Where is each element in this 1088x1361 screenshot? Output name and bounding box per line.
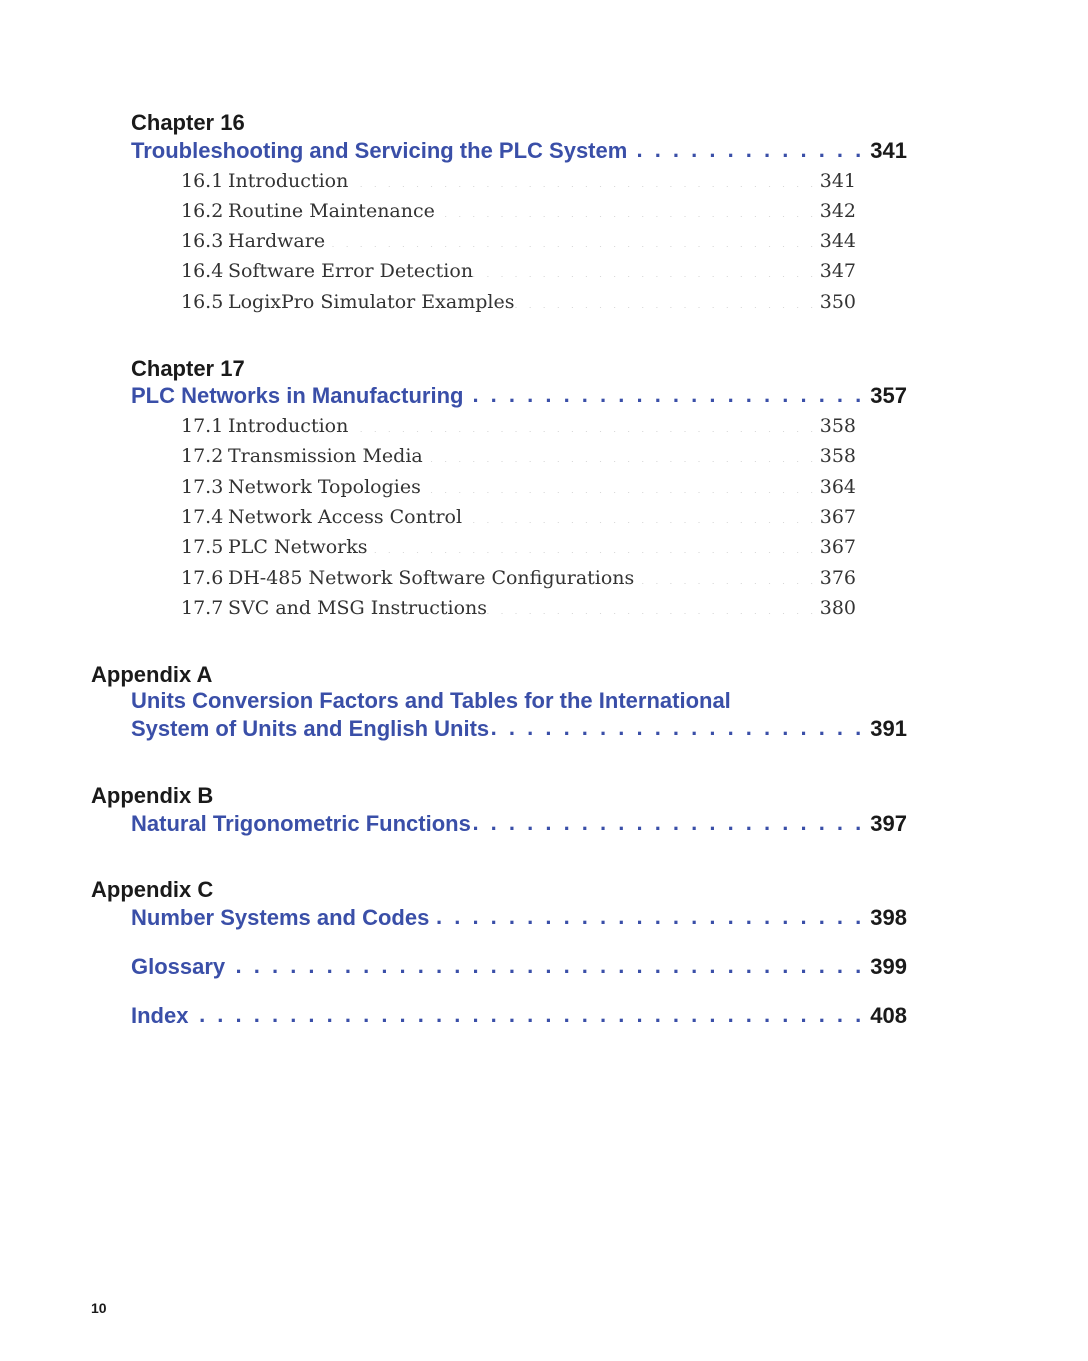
dot-leader: [429, 903, 864, 925]
dot-leader: [348, 413, 815, 432]
section-number: 17.1: [181, 415, 224, 437]
dot-leader: [368, 534, 816, 553]
entry-page: 391: [870, 716, 907, 741]
section-number: 17.6: [181, 567, 224, 589]
section-page: 342: [819, 200, 856, 222]
section-number: 16.1: [181, 170, 224, 192]
chapter-label: Chapter 17: [131, 356, 245, 381]
section-title: Software Error Detection: [228, 260, 474, 282]
section-number: 17.5: [181, 536, 224, 558]
toc-section[interactable]: [181, 532, 856, 562]
toc-section[interactable]: [181, 196, 856, 226]
appendix-label: Appendix C: [91, 877, 214, 902]
entry-title[interactable]: PLC Networks in Manufacturing: [131, 383, 464, 408]
section-title: Routine Maintenance: [228, 200, 435, 222]
section-title: Transmission Media: [228, 445, 423, 467]
section-page: 341: [819, 170, 856, 192]
entry-title-line2[interactable]: System of Units and English Units: [131, 716, 490, 741]
dot-leader: [348, 168, 815, 187]
dot-leader: [514, 289, 815, 308]
section-title: DH-485 Network Software Configurations: [228, 567, 635, 589]
toc-section[interactable]: [181, 226, 856, 256]
section-title: PLC Networks: [228, 536, 368, 558]
section-number: 16.2: [181, 200, 224, 222]
entry-title[interactable]: Glossary: [131, 954, 226, 979]
dot-leader: [463, 381, 864, 403]
toc-section[interactable]: [181, 441, 856, 471]
entry-title[interactable]: Natural Trigonometric Functions: [131, 811, 471, 836]
section-title: Network Access Control: [228, 506, 463, 528]
dot-leader: [627, 136, 864, 158]
section-page: 358: [819, 445, 856, 467]
section-title: Introduction: [228, 415, 349, 437]
dot-leader: [462, 504, 816, 523]
entry-page: 398: [870, 905, 907, 930]
section-title: SVC and MSG Instructions: [228, 597, 487, 619]
section-page: 364: [819, 476, 856, 498]
dot-leader: [188, 1001, 864, 1023]
section-number: 17.4: [181, 506, 224, 528]
dot-leader: [435, 198, 816, 217]
section-page: 350: [819, 291, 856, 313]
toc-section[interactable]: [181, 563, 856, 593]
section-page: 344: [819, 230, 856, 252]
toc-entry-appendix-b[interactable]: [131, 809, 907, 838]
section-number: 16.4: [181, 260, 224, 282]
entry-title[interactable]: Number Systems and Codes: [131, 905, 430, 930]
dot-leader: [487, 595, 816, 614]
section-number: 16.5: [181, 291, 224, 313]
entry-page: 357: [870, 383, 907, 408]
dot-leader: [473, 258, 816, 277]
toc-section[interactable]: [181, 256, 856, 286]
entry-page: 341: [870, 138, 907, 163]
toc-section[interactable]: [181, 166, 856, 196]
toc-section[interactable]: [181, 502, 856, 532]
dot-leader: [634, 565, 815, 584]
entry-page: 399: [870, 954, 907, 979]
section-page: 367: [819, 536, 856, 558]
entry-title[interactable]: Index: [131, 1003, 189, 1028]
toc-section[interactable]: [181, 287, 856, 317]
dot-leader: [325, 228, 816, 247]
appendix-label: Appendix B: [91, 783, 214, 808]
toc-entry-chapter-16[interactable]: [131, 136, 907, 165]
toc-section[interactable]: [181, 472, 856, 502]
dot-leader: [421, 474, 816, 493]
section-title: LogixPro Simulator Examples: [228, 291, 515, 313]
section-number: 17.7: [181, 597, 224, 619]
toc-section[interactable]: [181, 411, 856, 441]
toc-entry-index[interactable]: [131, 1001, 907, 1030]
entry-title-line1[interactable]: Units Conversion Factors and Tables for the International: [131, 688, 731, 713]
appendix-label: Appendix A: [91, 662, 213, 687]
page-number: 10: [91, 1300, 107, 1316]
section-number: 17.2: [181, 445, 224, 467]
entry-page: 408: [870, 1003, 907, 1028]
section-page: 367: [819, 506, 856, 528]
entry-title[interactable]: Troubleshooting and Servicing the PLC System: [131, 138, 628, 163]
toc-entry-appendix-c[interactable]: [131, 903, 907, 932]
entry-page: 397: [870, 811, 907, 836]
toc-entry-appendix-a[interactable]: [131, 714, 907, 743]
toc-entry-chapter-17[interactable]: [131, 381, 907, 410]
dot-leader: [225, 952, 864, 974]
section-number: 17.3: [181, 476, 224, 498]
dot-leader: [489, 714, 864, 736]
section-page: 380: [819, 597, 856, 619]
section-title: Hardware: [228, 230, 326, 252]
dot-leader: [471, 809, 864, 831]
dot-leader: [423, 443, 816, 462]
toc-section[interactable]: [181, 593, 856, 623]
section-title: Network Topologies: [228, 476, 421, 498]
section-title: Introduction: [228, 170, 349, 192]
chapter-label: Chapter 16: [131, 110, 245, 135]
section-page: 358: [819, 415, 856, 437]
section-page: 376: [819, 567, 856, 589]
toc-entry-glossary[interactable]: [131, 952, 907, 981]
section-number: 16.3: [181, 230, 224, 252]
section-page: 347: [819, 260, 856, 282]
